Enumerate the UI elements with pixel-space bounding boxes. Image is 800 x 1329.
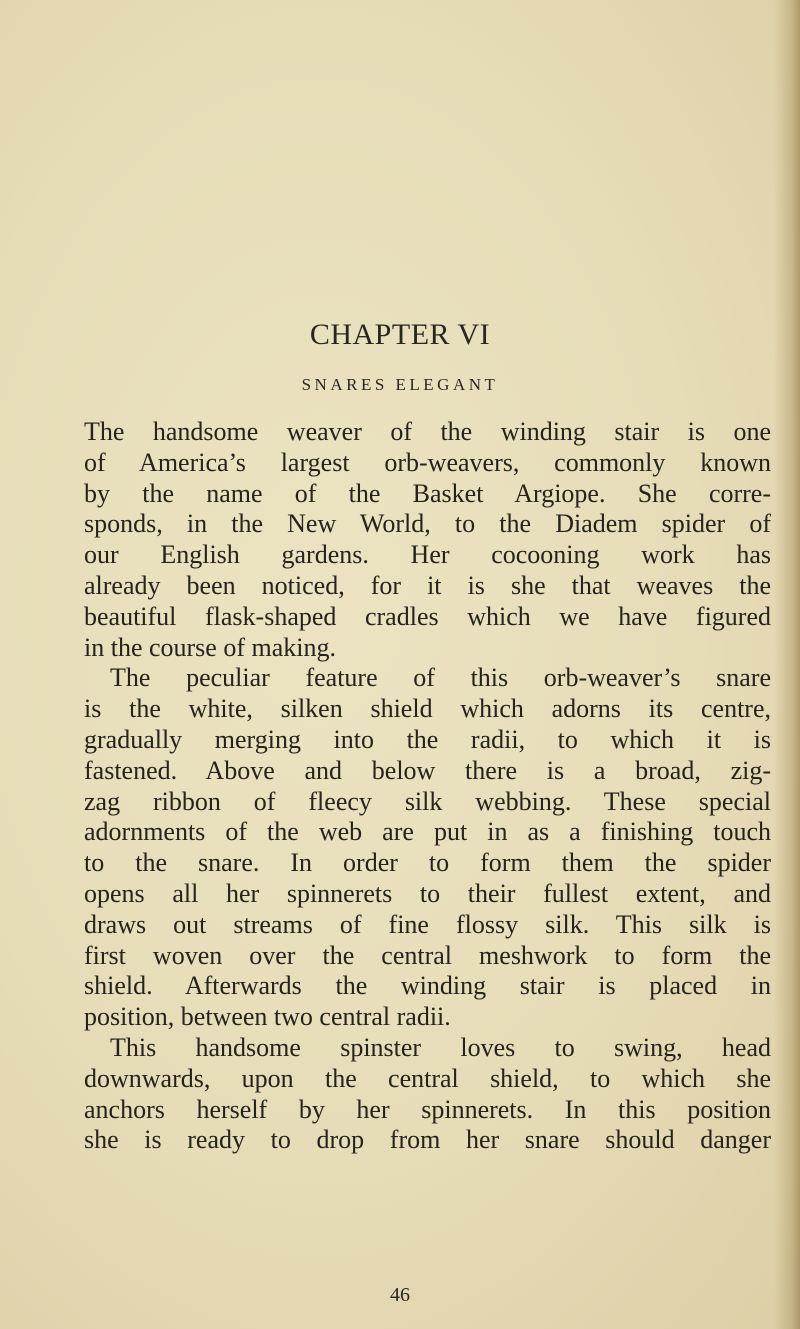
text-line: by the name of the Basket Argiope. She corre- <box>84 478 771 508</box>
page-edge-shadow <box>774 0 800 1329</box>
text-line: gradually merging into the radii, to which it is <box>84 724 771 754</box>
text-line: of America’s largest orb-weavers, commonly known <box>84 447 771 477</box>
text-line: first woven over the central meshwork to form the <box>84 940 771 970</box>
text-line: already been noticed, for it is she that weaves the <box>84 570 771 600</box>
chapter-subtitle: SNARES ELEGANT <box>301 375 499 394</box>
text-line: anchors herself by her spinnerets. In this position <box>84 1094 771 1124</box>
body-text <box>84 417 771 1156</box>
text-line: downwards, upon the central shield, to which she <box>84 1063 771 1093</box>
text-line: The handsome weaver of the winding stair is one <box>84 417 771 446</box>
text-line: she is ready to drop from her snare should danger <box>84 1125 771 1155</box>
text-line: shield. Afterwards the winding stair is placed in <box>84 971 771 1001</box>
text-line: opens all her spinnerets to their fullest extent, and <box>84 878 771 908</box>
text-line: to the snare. In order to form them the spider <box>84 848 771 878</box>
page-number: 46 <box>390 1284 410 1306</box>
text-line: adornments of the web are put in as a finishing touch <box>84 817 771 847</box>
text-line: sponds, in the New World, to the Diadem spider of <box>84 509 771 539</box>
text-line: This handsome spinster loves to swing, head <box>110 1032 771 1062</box>
text-line: position, between two central radii. <box>84 1002 451 1032</box>
text-line: in the course of making. <box>84 632 336 662</box>
chapter-title: CHAPTER VI <box>309 318 491 351</box>
text-line: fastened. Above and below there is a broad, zig- <box>84 755 771 785</box>
text-line: draws out streams of fine flossy silk. This silk is <box>84 909 771 939</box>
text-line: beautiful flask-shaped cradles which we have figured <box>84 601 771 631</box>
text-line: our English gardens. Her cocooning work has <box>84 540 771 570</box>
text-line: The peculiar feature of this orb-weaver’s snare <box>110 663 771 693</box>
text-line: is the white, silken shield which adorns its centre, <box>84 694 771 724</box>
text-line: zag ribbon of fleecy silk webbing. These special <box>84 786 771 816</box>
